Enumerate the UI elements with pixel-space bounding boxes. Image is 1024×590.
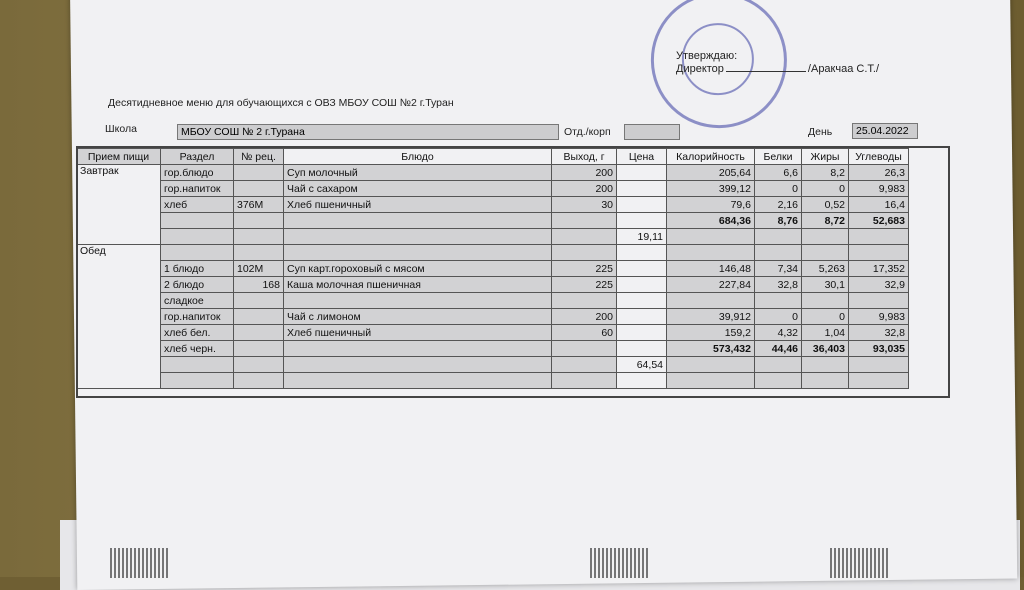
table-cell: 146,48 <box>667 261 755 277</box>
table-cell: 0 <box>755 181 802 197</box>
meal-label: Обед <box>77 245 161 389</box>
col-header: Жиры <box>802 149 849 165</box>
print-through-mark <box>590 548 650 578</box>
table-cell: 26,3 <box>849 165 909 181</box>
table-cell: Чай с лимоном <box>284 309 552 325</box>
dept-label: Отд./корп <box>564 126 611 138</box>
col-header: Углеводы <box>849 149 909 165</box>
table-cell: 2,16 <box>755 197 802 213</box>
day-label: День <box>808 126 833 138</box>
col-header: № рец. <box>234 149 284 165</box>
table-cell: 30 <box>552 197 617 213</box>
table-cell: 17,352 <box>849 261 909 277</box>
table-cell <box>234 165 284 181</box>
table-cell <box>234 325 284 341</box>
table-cell: гор.блюдо <box>161 165 234 181</box>
table-cell: 168 <box>234 277 284 293</box>
table-row <box>77 293 909 309</box>
table-cell: 376М <box>234 197 284 213</box>
total-carbs: 93,035 <box>849 341 909 357</box>
director-name: /Аракчаа С.Т./ <box>807 63 879 75</box>
table-cell: гор.напиток <box>161 181 234 197</box>
table-cell: 6,6 <box>755 165 802 181</box>
table-cell <box>617 309 667 325</box>
total-calories: 573,432 <box>667 341 755 357</box>
col-header: Цена <box>617 149 667 165</box>
table-cell: сладкое <box>161 293 234 309</box>
table-cell: 5,263 <box>802 261 849 277</box>
table-cell: 9,983 <box>849 181 909 197</box>
table-cell <box>234 309 284 325</box>
table-cell: 1 блюдо <box>161 261 234 277</box>
table-cell: гор.напиток <box>161 309 234 325</box>
table-cell: 0 <box>802 309 849 325</box>
table-cell: 159,2 <box>667 325 755 341</box>
table-cell: 2 блюдо <box>161 277 234 293</box>
meal-label: Завтрак <box>77 165 161 245</box>
total-carbs: 52,683 <box>849 213 909 229</box>
table-cell: 32,8 <box>849 325 909 341</box>
col-header: Белки <box>755 149 802 165</box>
table-cell <box>617 261 667 277</box>
table-cell <box>617 277 667 293</box>
table-cell: 0 <box>755 309 802 325</box>
table-cell: Хлеб пшеничный <box>284 197 552 213</box>
col-header: Блюдо <box>284 149 552 165</box>
print-through-mark <box>110 548 170 578</box>
table-cell: 0 <box>802 181 849 197</box>
table-cell: 225 <box>552 261 617 277</box>
table-cell: 1,04 <box>802 325 849 341</box>
approval-block <box>676 50 879 76</box>
table-cell: Суп карт.гороховый с мясом <box>284 261 552 277</box>
col-header: Выход, г <box>552 149 617 165</box>
approval-title: Утверждаю: <box>676 50 738 62</box>
table-cell: 205,64 <box>667 165 755 181</box>
table-row <box>77 245 909 261</box>
director-label: Директор <box>676 63 724 75</box>
table-cell: Чай с сахаром <box>284 181 552 197</box>
totals-row <box>77 341 909 357</box>
table-cell: 227,84 <box>667 277 755 293</box>
price-row <box>77 357 909 373</box>
totals-row <box>77 213 909 229</box>
dept-field <box>624 124 680 140</box>
table-cell: 32,9 <box>849 277 909 293</box>
col-header: Прием пищи <box>77 149 161 165</box>
col-header: Раздел <box>161 149 234 165</box>
table-cell: хлеб бел. <box>161 325 234 341</box>
table-cell: 39,912 <box>667 309 755 325</box>
price-row <box>77 229 909 245</box>
school-label: Школа <box>105 123 137 135</box>
table-cell <box>617 181 667 197</box>
table-cell: 102М <box>234 261 284 277</box>
table-cell: 16,4 <box>849 197 909 213</box>
table-cell: 60 <box>552 325 617 341</box>
table-cell: хлеб черн. <box>161 341 234 357</box>
total-calories: 684,36 <box>667 213 755 229</box>
table-cell: 200 <box>552 309 617 325</box>
table-cell: 7,34 <box>755 261 802 277</box>
table-header-row <box>77 149 909 165</box>
table-cell: 9,983 <box>849 309 909 325</box>
table-cell: 200 <box>552 181 617 197</box>
table-cell: 8,2 <box>802 165 849 181</box>
table-cell: хлеб <box>161 197 234 213</box>
col-header: Калорийность <box>667 149 755 165</box>
table-cell: 399,12 <box>667 181 755 197</box>
document-title: Десятидневное меню для обучающихся с ОВЗ МБОУ СОШ №2 г.Туран <box>108 97 454 109</box>
table-row <box>77 261 909 277</box>
table-cell: Каша молочная пшеничная <box>284 277 552 293</box>
total-proteins: 44,46 <box>755 341 802 357</box>
table-row <box>77 277 909 293</box>
table-row <box>77 165 909 181</box>
table-cell <box>234 181 284 197</box>
print-through-mark <box>830 548 890 578</box>
table-cell: Суп молочный <box>284 165 552 181</box>
table-cell: Хлеб пшеничный <box>284 325 552 341</box>
table-cell <box>617 325 667 341</box>
total-fats: 36,403 <box>802 341 849 357</box>
menu-table <box>76 148 909 389</box>
total-fats: 8,72 <box>802 213 849 229</box>
total-proteins: 8,76 <box>755 213 802 229</box>
table-row <box>77 181 909 197</box>
table-cell: 32,8 <box>755 277 802 293</box>
school-field: МБОУ СОШ № 2 г.Турана <box>177 124 559 140</box>
signature-line <box>726 71 806 72</box>
table-cell: 30,1 <box>802 277 849 293</box>
table-row <box>77 309 909 325</box>
table-cell: 79,6 <box>667 197 755 213</box>
table-cell: 200 <box>552 165 617 181</box>
breakfast-price: 19,11 <box>617 229 667 245</box>
day-field: 25.04.2022 <box>852 123 918 139</box>
table-cell: 225 <box>552 277 617 293</box>
table-row <box>77 325 909 341</box>
table-cell: 4,32 <box>755 325 802 341</box>
table-cell <box>617 165 667 181</box>
table-row <box>77 197 909 213</box>
table-cell: 0,52 <box>802 197 849 213</box>
lunch-price: 64,54 <box>617 357 667 373</box>
table-row <box>77 373 909 389</box>
table-cell <box>617 197 667 213</box>
